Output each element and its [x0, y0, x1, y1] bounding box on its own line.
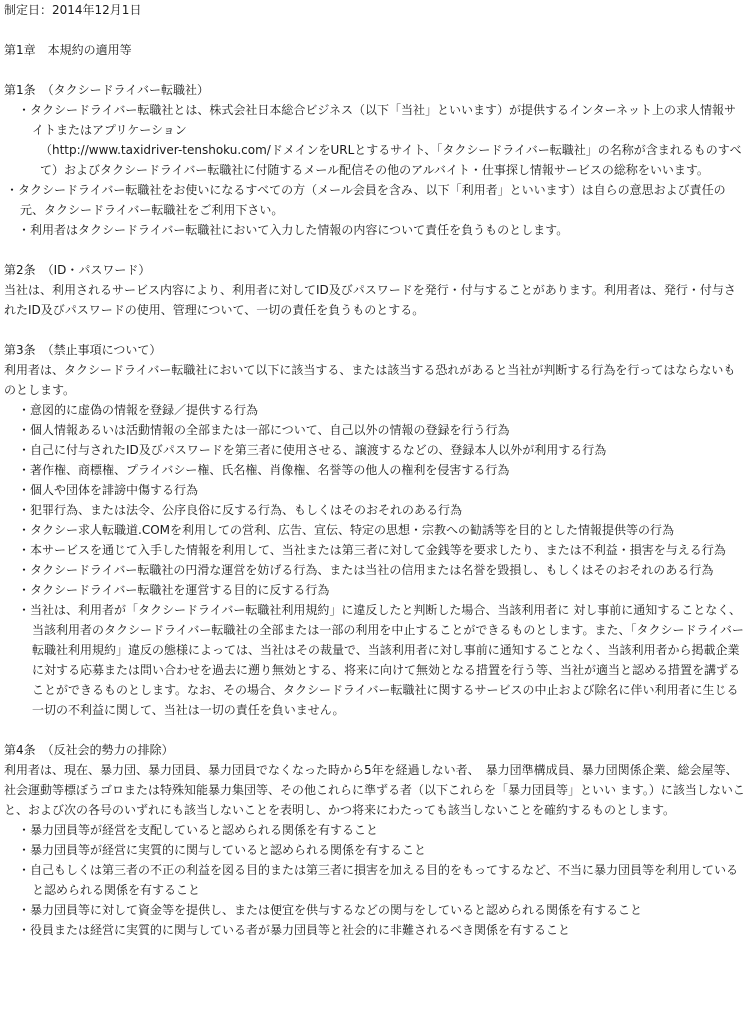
article-1: [4, 80, 746, 240]
list-item: ・タクシー求人転職道.COMを利用しての営利、広告、宣伝、特定の思想・宗教への勧誘等を目的とした情報提供等の行為: [18, 523, 674, 537]
article-title: 第1条 （タクシードライバー転職社）: [4, 83, 210, 97]
article-title: 第4条 （反社会的勢力の排除）: [4, 743, 174, 757]
list-item: ・自己もしくは第三者の不正の利益を図る目的または第三者に損害を加える目的をもってするなど、不当に暴力団員等を利用していると認められる関係を有すること: [18, 863, 739, 897]
list-item-continuation: （http://www.taxidriver-tenshoku.com/ドメインをURLとするサイト、「タクシードライバー転職社」の名称が含まれるものすべて）およびタクシードライバー転職社に付随するメール配信その他のアルバイト・仕事探し情報サービスの総称をいいます。: [40, 143, 742, 177]
list-item: ・タクシードライバー転職社を運営する目的に反する行為: [18, 583, 330, 597]
article-2: [4, 260, 746, 320]
enactment-date: 制定日：2014年12月1日: [4, 3, 142, 17]
article-title: 第3条 （禁止事項について）: [4, 343, 162, 357]
list-item: ・本サービスを通じて入手した情報を利用して、当社または第三者に対して金銭等を要求したり、または不利益・損害を与える行為: [18, 543, 726, 557]
list-item: ・タクシードライバー転職社の円滑な運営を妨げる行為、または当社の信用または名誉を毀損し、もしくはそのおそれのある行為: [18, 563, 714, 577]
list-item: ・利用者はタクシードライバー転職社において入力した情報の内容について責任を負うものとします。: [18, 223, 569, 237]
list-item: ・個人情報あるいは活動情報の全部または一部について、自己以外の情報の登録を行う行為: [18, 423, 510, 437]
article-4: [4, 740, 746, 940]
list-item: ・犯罪行為、または法令、公序良俗に反する行為、もしくはそのおそれのある行為: [18, 503, 463, 517]
list-item: ・タクシードライバー転職社をお使いになるすべての方（メール会員を含み、以下「利用者」といいます）は自らの意思および責任の元、タクシードライバー転職社をご利用下さい。: [6, 183, 726, 217]
list-item: ・個人や団体を誹謗中傷する行為: [18, 483, 199, 497]
list-item: ・暴力団員等に対して資金等を提供し、または便宜を供与するなどの関与をしていると認められる関係を有すること: [18, 903, 643, 917]
list-item: ・意図的に虚偽の情報を登録／提供する行為: [18, 403, 259, 417]
article-body: 利用者は、タクシードライバー転職社において以下に該当する、または該当する恐れがあると当社が判断する行為を行ってはならないものとします。: [4, 363, 736, 397]
list-item: ・自己に付与されたID及びパスワードを第三者に使用させる、譲渡するなどの、登録本人以外が利用する行為: [18, 443, 607, 457]
list-item: ・役員または経営に実質的に関与している者が暴力団員等と社会的に非難されるべき関係を有すること: [18, 923, 571, 937]
article-body: 利用者は、現在、暴力団、暴力団員、暴力団員でなくなった時から5年を経過しない者、 暴力団準構成員、暴力団関係企業、総会屋等、社会運動等標ぼうゴロまたは特殊知能暴力集団等、その他これらに準ずる者（以下これらを「暴力団員等」といい ます。）に該当しないこと、および次の各号のいずれにも該当しないことを表明し、かつ将来にわたっても該当しないことを確約するものとします。: [4, 763, 745, 817]
list-item: ・当社は、利用者が「タクシードライバー転職社利用規約」に違反したと判断した場合、当該利用者に 対し事前に通知することなく、当該利用者のタクシードライバー転職社の全部または一部の利用を中止することができるものとします。また、「タクシードライバー転職社利用規約」違反の態様によっては、当社はその裁量で、当該利用者に対し事前に通知することなく、当該利用者から掲載企業に対する応募または問い合わせを過去に遡り無効とする、将来に向けて無効となる措置を行う等、当社が適当と認める措置を講ずることができるものとします。なお、その場合、タクシードライバー転職社に関するサービスの中止および除名に伴い利用者に生じる一切の不利益に関して、当社は一切の責任を負いません。: [18, 603, 744, 717]
chapter-heading: 第1章 本規約の適用等: [4, 43, 132, 57]
article-body: 当社は、利用されるサービス内容により、利用者に対してID及びパスワードを発行・付与することがあります。利用者は、発行・付与されたID及びパスワードの使用、管理について、一切の責任を負うものとする。: [4, 283, 736, 317]
list-item: ・タクシードライバー転職社とは、株式会社日本総合ビジネス（以下「当社」といいます）が提供するインターネット上の求人情報サイトまたはアプリケーション: [18, 103, 736, 137]
list-item: ・暴力団員等が経営を支配していると認められる関係を有すること: [18, 823, 379, 837]
article-title: 第2条 （ID・パスワード）: [4, 263, 151, 277]
list-item: ・著作権、商標権、プライバシー権、氏名権、肖像権、名誉等の他人の権利を侵害する行為: [18, 463, 510, 477]
list-item: ・暴力団員等が経営に実質的に関与していると認められる関係を有すること: [18, 843, 427, 857]
article-3: [4, 340, 746, 720]
